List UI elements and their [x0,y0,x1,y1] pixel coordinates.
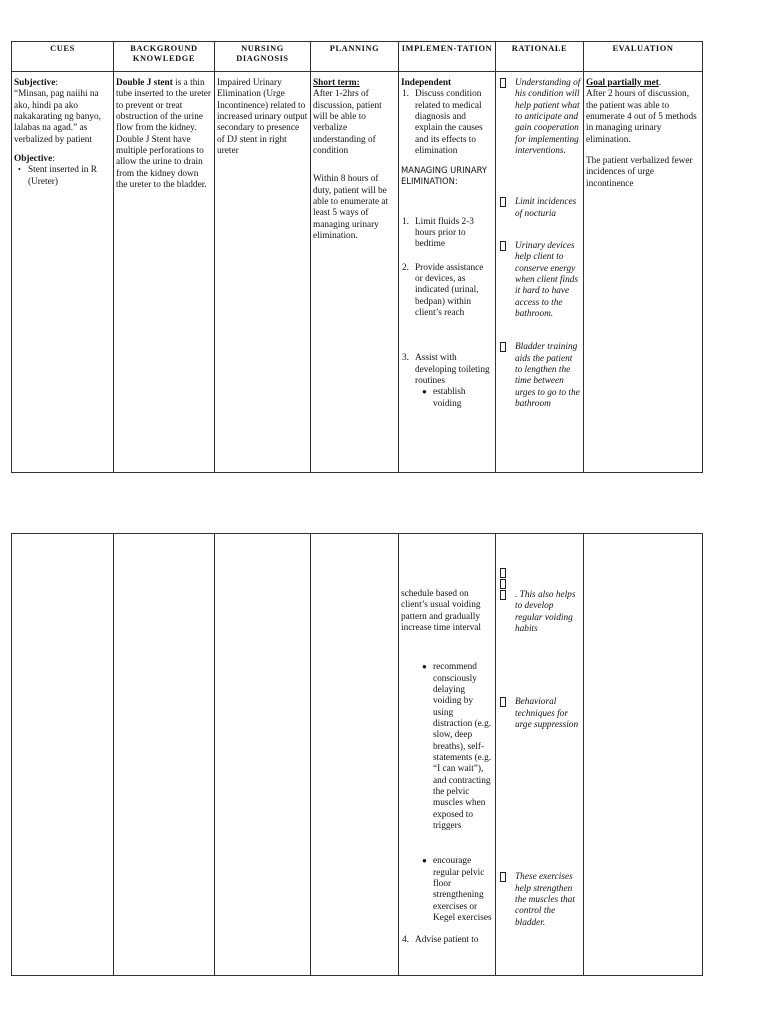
implementation-item-4b: ● recommend consciously delaying voiding by using distraction (e.g. slow, deep breaths), self-statements (e.g. “I can wait”), and contracting the pelvic muscles when exposed to triggers [422,662,492,831]
implementation-item-1: 1. Discuss condition related to medical diagnosis and explain the causes and its effects to elimination [402,89,483,156]
planning-cell-continued [311,534,399,976]
implementation-cell [399,72,496,473]
care-plan-table-page-1 [11,41,703,473]
planning-long-term: Within 8 hours of duty, patient will be able to enumerate at least 5 ways of managing urinary elimination. [313,174,389,241]
evaluation-cell: Goal partially met. After 2 hours of discussion, the patient was able to enumerate 4 out of 5 methods in managing urinary elimination. The patient verbalized fewer incidences of urge incontinence [584,72,703,473]
rationale-cell [496,72,584,473]
header-cues: CUES [12,42,114,72]
header-background-knowledge: BACKGROUND KNOWLEDGE [114,42,215,72]
planning-short-term: After 1-2hrs of discussion, patient will be able to verbalize understanding of condition [313,89,382,156]
content-row [12,72,703,473]
header-implementation: IMPLEMEN-TATION [399,42,496,72]
background-cell-continued [114,534,215,976]
rationale-empty-marker-2 [498,579,581,590]
implementation-item-5: 4. Advise patient to [402,935,479,946]
objective-label: Objective [14,153,53,164]
implementation-item-4c: ● encourage regular pelvic floor strengthening exercises or Kegel exercises [422,856,492,923]
cues-cell-continued [12,534,114,976]
evaluation-text-2: The patient verbalized fewer incidences of urge incontinence [586,155,693,189]
implementation-item-2: 1. Limit fluids 2-3 hours prior to bedtime [402,216,474,250]
planning-label: Short term: [313,78,360,88]
diagnosis-cell [215,72,311,473]
diagnosis-cell-continued [215,534,311,976]
rationale-6: Behavioral techniques for urge suppression [498,697,581,731]
rationale-5: . This also helps to develop regular voiding habits [498,590,581,635]
background-cell [114,72,215,473]
cues-cell: Subjective: “Minsan, pag naiihi na ako, hindi pa ako nakakarating ng banyo, lalabas na agad.” as verbalized by patient Objective: • Stent inserted in R (Ureter) [12,72,114,473]
rationale-7: These exercises help strengthen the muscles that control the bladder. [498,872,581,929]
content-row-continued [12,534,703,976]
implementation-item-3: 2. Provide assistance or devices, as indicated (urinal, bedpan) within client’s reach [402,262,484,319]
implementation-section: MANAGING URINARY ELIMINATION: [401,165,487,186]
rationale-empty-marker-1 [498,568,581,579]
implementation-continued-text: schedule based on client’s usual voiding pattern and gradually increase time interval [401,589,482,633]
rationale-2: Limit incidences of nocturia [498,197,581,220]
implementation-item-4: 3. Assist with developing toileting routines [402,353,490,387]
header-evaluation: EVALUATION [584,42,703,72]
background-text: is a thin tube inserted to the ureter to prevent or treat obstruction of the urine flow from the kidney. Double J Stent have multiple perforations to allow the urine to drain from the kidney down the ureter to the bladder. [116,78,211,190]
header-nursing-diagnosis: NURSING DIAGNOSIS [215,42,311,72]
header-planning: PLANNING [311,42,399,72]
objective-item: Stent inserted in R (Ureter) [28,165,97,187]
planning-cell [311,72,399,473]
evaluation-label: Goal partially met [586,78,659,88]
rationale-3: Urinary devices help client to conserve energy when client finds it hard to have access to the bathroom. [498,241,581,320]
evaluation-text-1: After 2 hours of discussion, the patient was able to enumerate 4 out of 5 methods in managing urinary elimination. [586,89,697,145]
background-term: Double J stent [116,78,173,88]
implementation-heading: Independent [401,78,452,88]
header-rationale: RATIONALE [496,42,584,72]
rationale-1: Understanding of his condition will help patient what to anticipate and gain cooperation for implementing interventions. [498,78,581,157]
evaluation-cell-continued [584,534,703,976]
implementation-cell-continued [399,534,496,976]
rationale-cell-continued [496,534,584,976]
subjective-label: Subjective [14,78,56,88]
rationale-4: Bladder training aids the patient to lengthen the time between urges to go to the bathroom [498,342,581,410]
header-row [12,42,703,72]
diagnosis-text: Impaired Urinary Elimination (Urge Incontinence) related to increased urinary output secondary to presence of DJ stent in right ureter [217,78,308,156]
care-plan-table-page-2 [11,533,703,976]
implementation-item-4a: ● establish voiding [422,387,466,409]
subjective-text: “Minsan, pag naiihi na ako, hindi pa ako nakakarating ng banyo, lalabas na agad.” as verbalized by patient [14,89,101,145]
